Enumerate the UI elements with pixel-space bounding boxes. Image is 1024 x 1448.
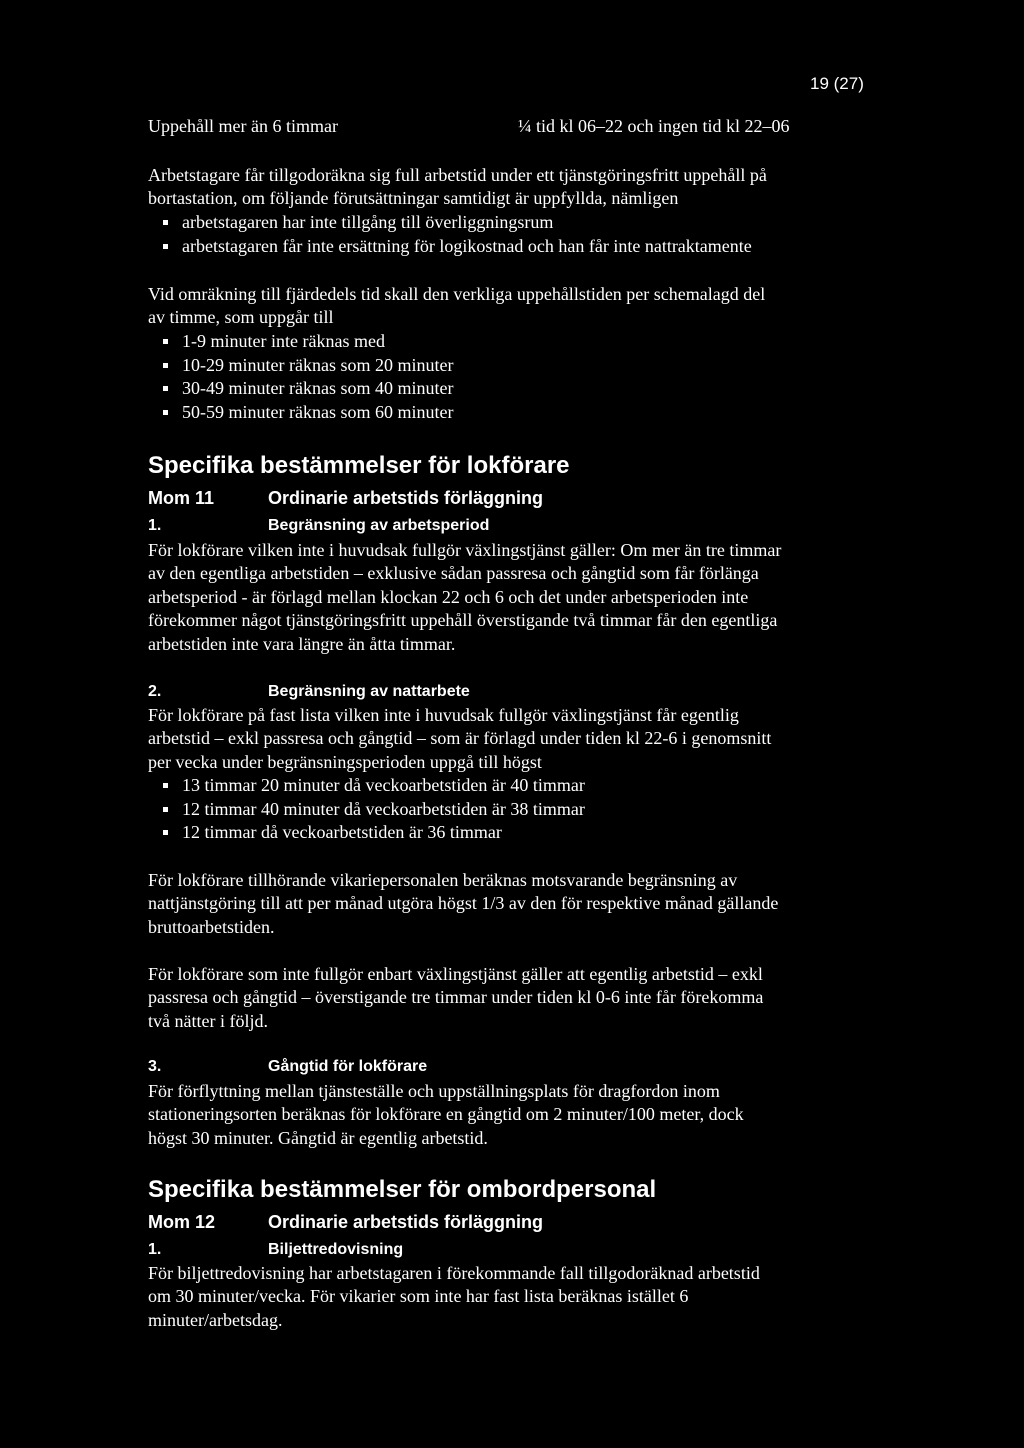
text-line: bortastation, om följande förutsättningar samtidigt är uppfyllda, nämligen: [148, 188, 679, 209]
item-number: 1.: [148, 517, 162, 534]
item-title: Biljettredovisning: [268, 1241, 404, 1258]
section-heading-lokforare: Specifika bestämmelser för lokförare: [148, 452, 570, 479]
paragraph-full-worktime: [148, 164, 888, 211]
bullet-list-night-hours: [163, 774, 585, 845]
item-number: 2.: [148, 683, 162, 700]
top-row-right: ¼ tid kl 06–22 och ingen tid kl 22–06: [518, 116, 790, 136]
list-item: 12 timmar 40 minuter då veckoarbetstiden är 38 timmar: [163, 798, 585, 822]
paragraph-arbetsperiod: [148, 539, 888, 656]
text-line: av timme, som uppgår till: [148, 307, 334, 328]
list-item: arbetstagaren får inte ersättning för logikostnad och han får inte nattraktamente: [163, 235, 752, 259]
text-line: Arbetstagare får tillgodoräkna sig full arbetstid under ett tjänstgöringsfritt uppehåll på: [148, 165, 767, 185]
text-line: För förflyttning mellan tjänsteställe och uppställningsplats för dragfordon inom: [148, 1081, 720, 1101]
list-item: arbetstagaren har inte tillgång till överliggningsrum: [163, 211, 752, 235]
section-heading-ombordpersonal: Specifika bestämmelser för ombordpersonal: [148, 1176, 657, 1203]
mom-title: Ordinarie arbetstids förläggning: [268, 488, 544, 508]
text-line: högst 30 minuter. Gångtid är egentlig arbetstid.: [148, 1127, 488, 1148]
mom-number: Mom 12: [148, 1212, 216, 1232]
text-line: För lokförare på fast lista vilken inte i huvudsak fullgör växlingstjänst får egentlig: [148, 705, 739, 725]
list-item: 13 timmar 20 minuter då veckoarbetstiden är 40 timmar: [163, 774, 585, 798]
text-line: Vid omräkning till fjärdedels tid skall den verkliga uppehållstiden per schemalagd del: [148, 284, 766, 304]
text-line: För lokförare vilken inte i huvudsak fullgör växlingstjänst gäller: Om mer än tre timmar: [148, 540, 782, 560]
text-line: minuter/arbetsdag.: [148, 1309, 283, 1330]
text-line: om 30 minuter/vecka. För vikarier som inte har fast lista beräknas istället 6: [148, 1286, 689, 1307]
list-item: 50-59 minuter räknas som 60 minuter: [163, 401, 453, 425]
list-item: 30-49 minuter räknas som 40 minuter: [163, 377, 453, 401]
paragraph-vikarie: [148, 869, 888, 939]
paragraph-nattarbete: [148, 704, 888, 774]
top-row-left: Uppehåll mer än 6 timmar: [148, 116, 338, 136]
paragraph-quarter-time: [148, 283, 888, 330]
list-item: 1-9 minuter inte räknas med: [163, 330, 453, 354]
text-line: förekommer något tjänstgöringsfritt uppehåll överstigande två timmar får den egentliga: [148, 610, 778, 631]
text-line: av den egentliga arbetstiden – exklusive sådan passresa och gångtid som får förlänga: [148, 563, 759, 584]
text-line: arbetstiden inte vara längre än åtta timmar.: [148, 633, 456, 654]
paragraph-vaxlingstjanst: [148, 963, 888, 1033]
text-line: stationeringsorten beräknas för lokförare en gångtid om 2 minuter/100 meter, dock: [148, 1104, 744, 1125]
text-line: För lokförare tillhörande vikariepersonalen beräknas motsvarande begränsning av: [148, 870, 738, 890]
bullet-list-conditions: [163, 211, 752, 258]
item-title: Begränsning av nattarbete: [268, 683, 470, 700]
list-item: 12 timmar då veckoarbetstiden är 36 timmar: [163, 821, 585, 845]
text-line: två nätter i följd.: [148, 1010, 268, 1031]
paragraph-gangtid: [148, 1080, 888, 1150]
item-1-heading: [148, 517, 490, 535]
text-line: arbetsperiod - är förlagd mellan klockan 22 och 6 och det under arbetsperioden inte: [148, 586, 749, 607]
text-line: bruttoarbetstiden.: [148, 916, 275, 937]
text-line: För biljettredovisning har arbetstagaren i förekommande fall tillgodoräknad arbetstid: [148, 1263, 760, 1283]
item-1-heading-ombord: [148, 1241, 404, 1259]
item-title: Gångtid för lokförare: [268, 1058, 428, 1075]
text-line: För lokförare som inte fullgör enbart växlingstjänst gäller att egentlig arbetstid – exkl: [148, 964, 763, 984]
list-item: 10-29 minuter räknas som 20 minuter: [163, 354, 453, 378]
item-number: 3.: [148, 1058, 162, 1075]
item-3-heading: [148, 1058, 428, 1076]
text-line: arbetstid – exkl passresa och gångtid – som är förlagd under tiden kl 22-6 i genomsnitt: [148, 728, 772, 749]
mom-11-heading: [148, 488, 544, 509]
mom-title: Ordinarie arbetstids förläggning: [268, 1212, 544, 1232]
item-number: 1.: [148, 1241, 162, 1258]
text-line: per vecka under begränsningsperioden uppgå till högst: [148, 751, 542, 772]
text-line: passresa och gångtid – överstigande tre timmar under tiden kl 0-6 inte får förekomma: [148, 987, 764, 1008]
page-number: 19 (27): [810, 74, 864, 93]
item-title: Begränsning av arbetsperiod: [268, 517, 490, 534]
mom-number: Mom 11: [148, 488, 215, 508]
bullet-list-minutes: [163, 330, 453, 424]
mom-12-heading: [148, 1212, 544, 1233]
item-2-heading: [148, 683, 470, 701]
paragraph-biljettredovisning: [148, 1262, 888, 1332]
text-line: nattjänstgöring till att per månad utgöra högst 1/3 av den för respektive månad gällande: [148, 893, 779, 914]
